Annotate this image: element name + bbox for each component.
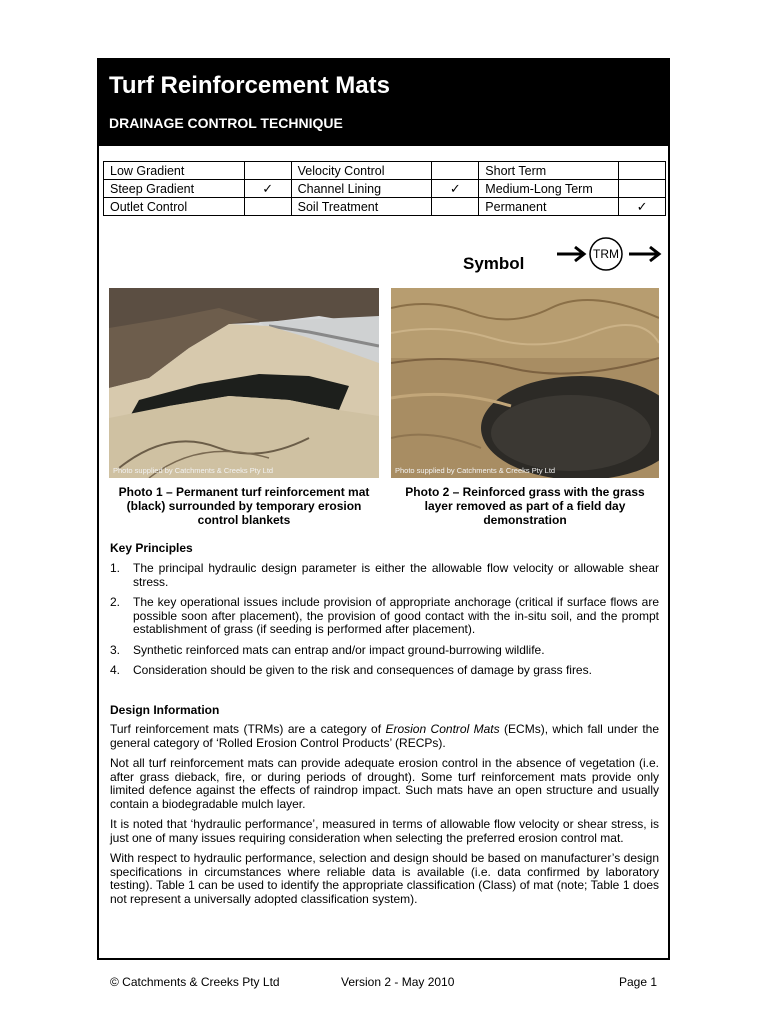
check-cell [619,162,666,180]
check-cell [432,162,479,180]
document-title: Turf Reinforcement Mats [109,72,390,99]
symbol-label: Symbol [463,254,525,273]
list-item-text: The principal hydraulic design parameter is either the allowable flow velocity or allowable shear stress. [133,561,659,589]
check-cell [244,198,291,216]
table-row [104,162,666,180]
table-cell-label: Soil Treatment [291,198,432,216]
table-cell-label: Steep Gradient [104,180,245,198]
list-item [110,596,659,637]
check-cell [432,198,479,216]
check-cell [619,180,666,198]
design-information-heading: Design Information [110,703,220,717]
table-cell-label: Velocity Control [291,162,432,180]
symbol-code: TRM [593,247,619,261]
emphasis-term: Erosion Control Mats [385,722,500,736]
list-number: 4. [110,663,121,677]
design-information-body [110,723,659,913]
photo-1-caption: Photo 1 – Permanent turf reinforcement mat (black) surrounded by temporary erosion control blankets [118,485,370,527]
document-header [97,58,670,146]
paragraph: Not all turf reinforcement mats can provide adequate erosion control in the absence of vegetation (i.e. after grass dieback, fire, or during periods of drought). Some turf reinforcement mats provide only limited defence against the effects of raindrop impact. Such mats have an open structure and usually contain a biodegradable mulch layer. [110,756,659,811]
table-cell-label: Channel Lining [291,180,432,198]
flow-arrow-icon [555,234,665,279]
photo-2-reinforced-grass [391,288,659,478]
photo-credit: Photo supplied by Catchments & Creeks Pty Ltd [113,466,274,475]
table-cell-label: Medium-Long Term [479,180,619,198]
table-cell-label: Outlet Control [104,198,245,216]
footer-copyright: © Catchments & Creeks Pty Ltd [110,975,280,989]
paragraph: Turf reinforcement mats (TRMs) are a category of Erosion Control Mats (ECMs), which fall under the general category of ‘Rolled Erosion Control Products’ (RECPs). [110,722,660,750]
key-principles-list [110,562,659,685]
list-item [110,562,659,589]
list-number: 2. [110,595,121,609]
check-cell: ✓ [619,198,666,216]
footer-page-number: Page 1 [619,975,658,989]
key-principles-heading: Key Principles [110,541,193,555]
table-cell-label: Short Term [479,162,619,180]
table-row [104,180,666,198]
paragraph: With respect to hydraulic performance, selection and design should be based on manufacturer’s design specifications in circumstances where reliable data is available (i.e. data confirmed by laboratory testing). Table 1 can be used to identify the appropriate classification (Class) of mat (note; Table 1 does not represent a universally adopted classification system). [110,851,659,906]
check-cell: ✓ [432,180,479,198]
list-number: 1. [110,561,121,575]
list-item-text: Synthetic reinforced mats can entrap and/or impact ground-burrowing wildlife. [133,642,545,657]
photo-credit: Photo supplied by Catchments & Creeks Pty Ltd [395,466,556,475]
photo-2-caption: Photo 2 – Reinforced grass with the grass layer removed as part of a field day demonstration [405,485,645,527]
list-item-text: The key operational issues include provision of appropriate anchorage (critical if surface flows are possible soon after placement), the provision of good contact with the in-situ soil, and the prompt establishment of grass (if seeding is performed after placement). [133,595,659,636]
document-subtitle: DRAINAGE CONTROL TECHNIQUE [109,115,343,131]
table-cell-label: Permanent [479,198,619,216]
check-cell [244,162,291,180]
list-item [110,664,659,678]
paragraph: It is noted that ‘hydraulic performance’, measured in terms of allowable flow velocity or shear stress, is just one of many issues requiring consideration when selecting the preferred erosion control mat. [110,817,659,845]
list-number: 3. [110,642,121,657]
table-cell-label: Low Gradient [104,162,245,180]
photo-1-highway-embankment [109,288,379,478]
table-row [104,198,666,216]
footer-version: Version 2 - May 2010 [341,975,455,989]
list-item [110,644,659,658]
list-item-text: Consideration should be given to the risk and consequences of damage by grass fires. [133,663,592,677]
classification-table [103,161,666,216]
check-cell: ✓ [244,180,291,198]
